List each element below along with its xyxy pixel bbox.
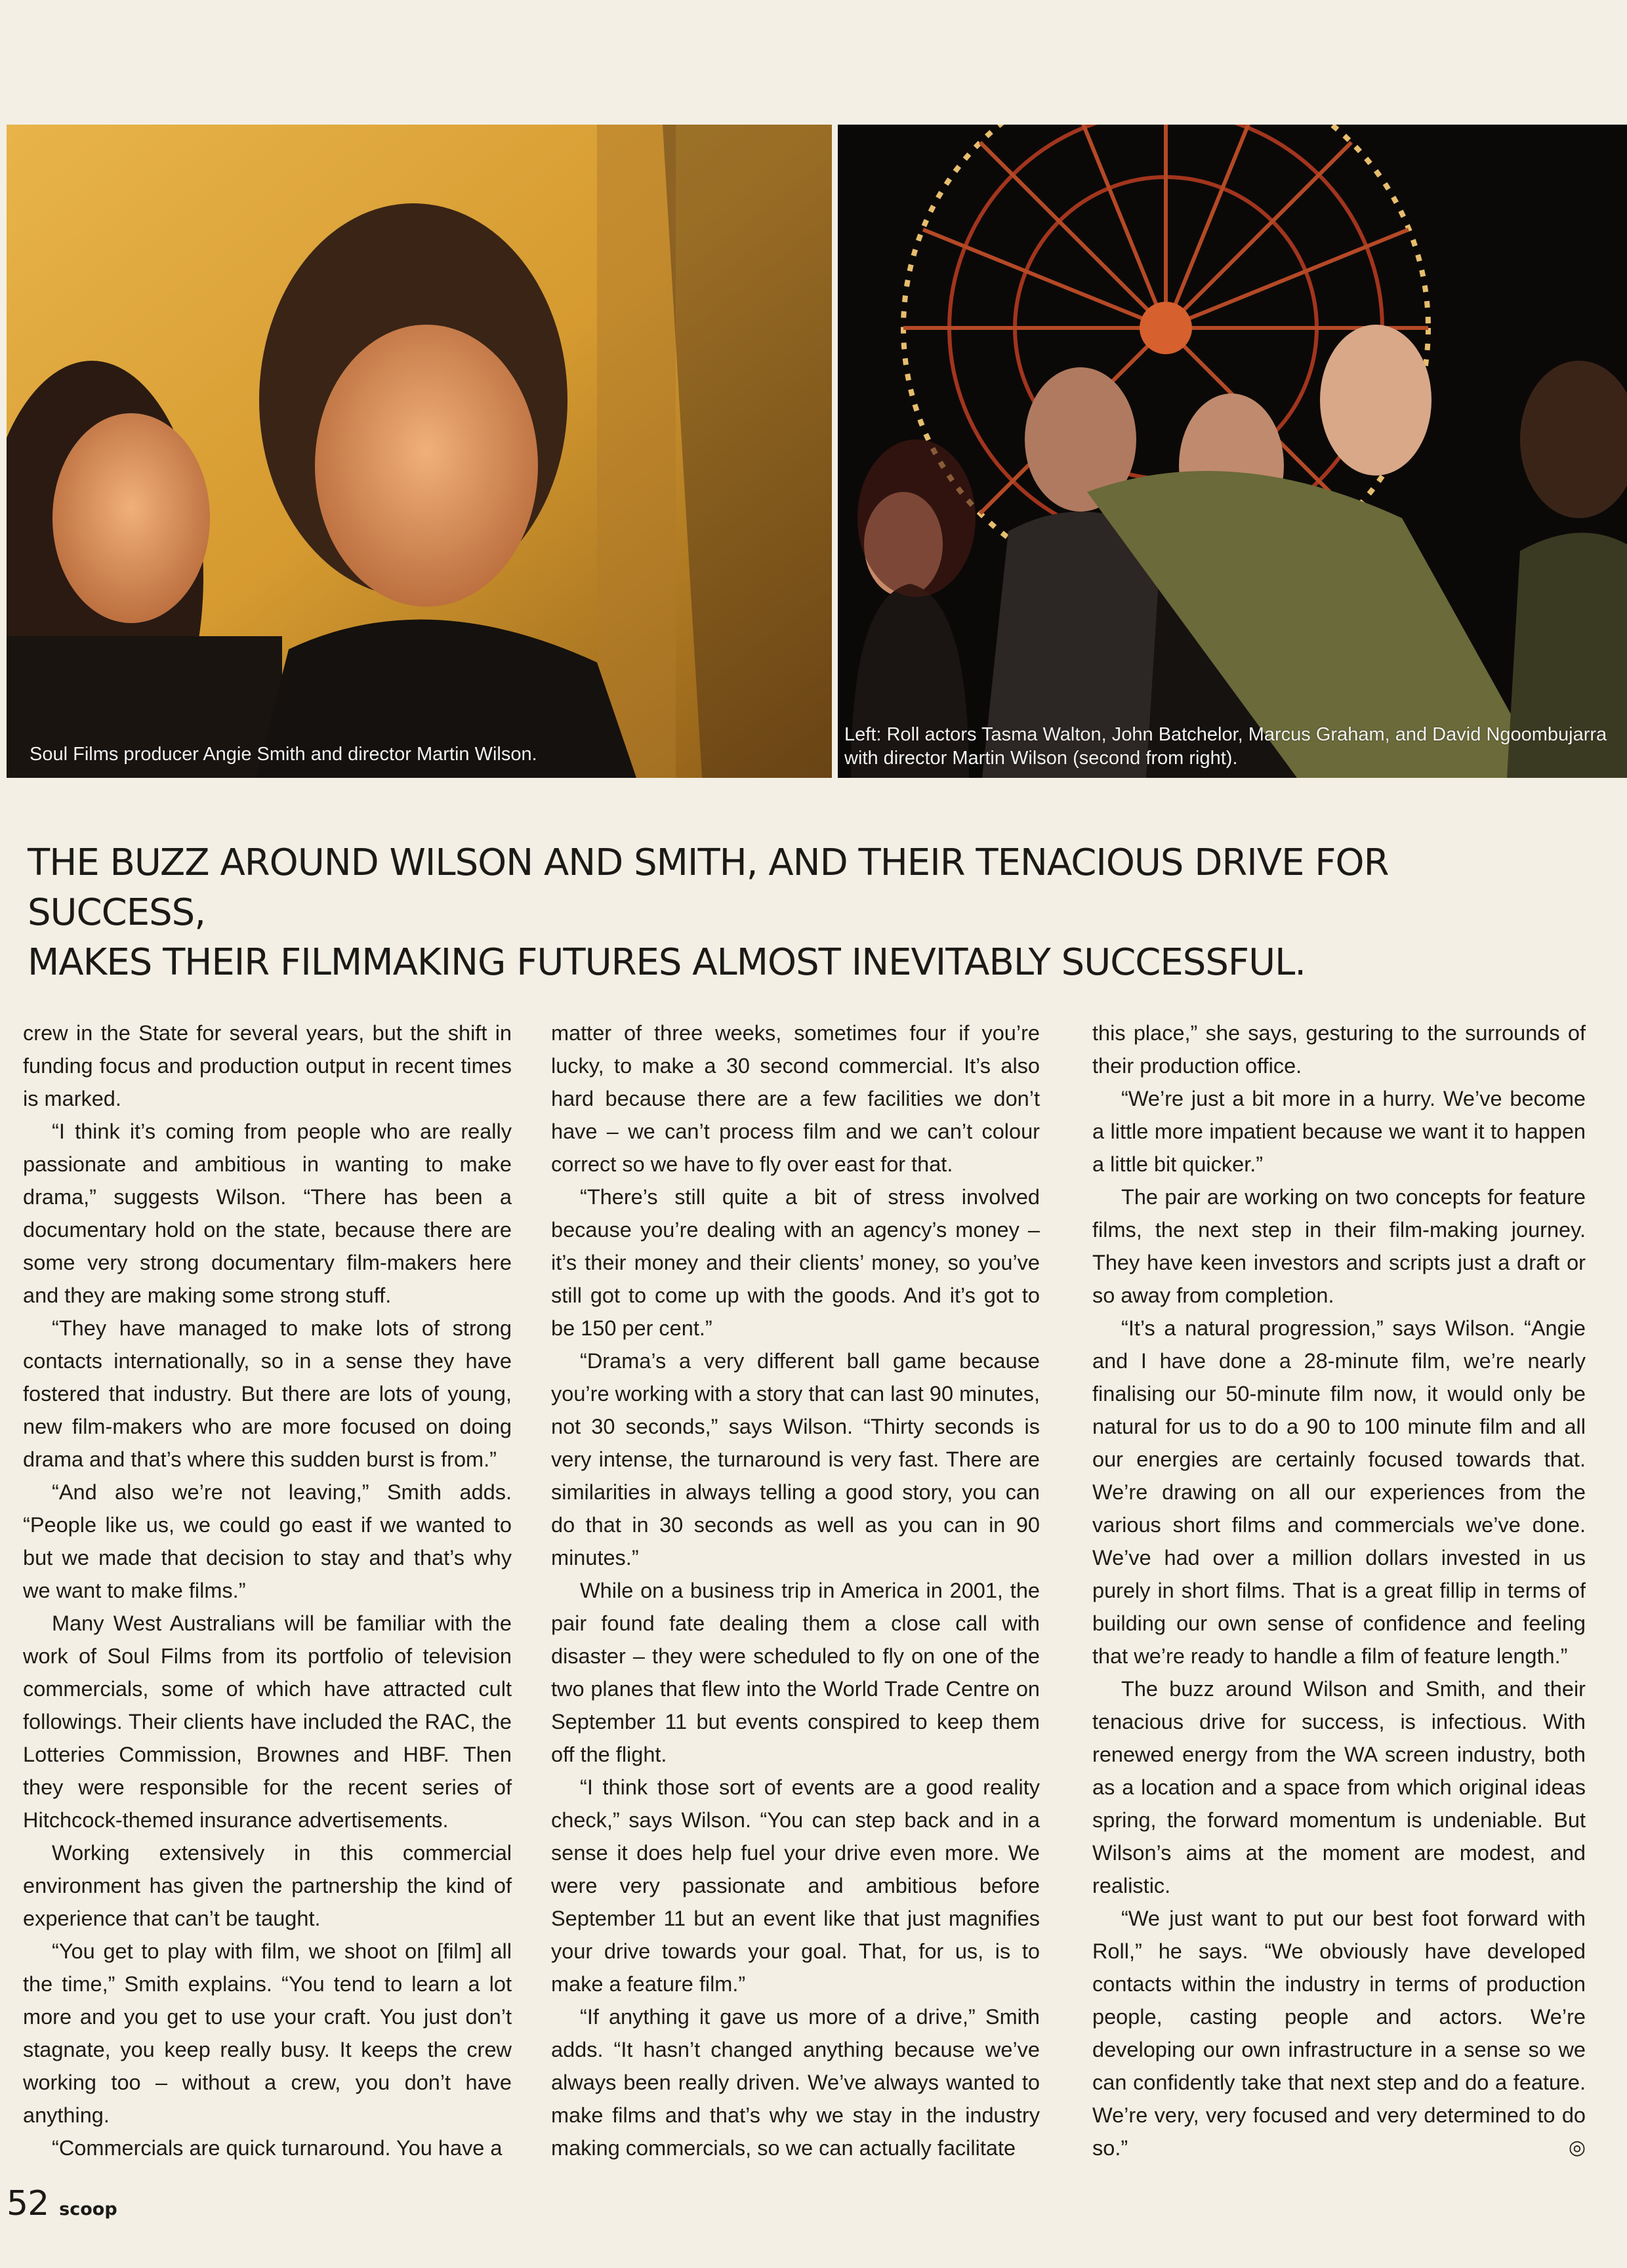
photo-smith-wilson <box>7 125 832 778</box>
paragraph: “If anything it gave us more of a drive,” Smith adds. “It hasn’t changed anything because we’ve always been really driven. We’ve always wanted to make films and that’s why we stay in the industry making commercials, so we can actually facilitate <box>551 2005 1040 2160</box>
paragraph: crew in the State for several years, but the shift in funding focus and production output in recent times is marked. <box>23 1021 512 1110</box>
paragraph: The pair are working on two concepts for feature films, the next step in their film-making journey. They have keen investors and scripts just a draft or so away from completion. <box>1092 1185 1586 1307</box>
photo-divider <box>832 125 838 778</box>
pull-quote-headline <box>28 838 1576 988</box>
pull-quote-line-2: MAKES THEIR FILMMAKING FUTURES ALMOST INEVITABLY SUCCESSFUL. <box>28 941 1306 984</box>
paragraph: “There’s still quite a bit of stress involved because you’re dealing with an agency’s money – it’s their money and their clients’ money, so you’ve still got to come up with the goods. And it’s got to be 150 per cent.” <box>551 1185 1040 1340</box>
paragraph: “You get to play with film, we shoot on [film] all the time,” Smith explains. “You tend to learn a lot more and you get to use your craft. You just don’t stagnate, you keep really busy. It keeps the crew working too – without a crew, you don’t have anything. <box>23 1939 512 2127</box>
photo-roll-cast <box>838 125 1627 778</box>
paragraph: “Drama’s a very different ball game because you’re working with a story that can last 90 minutes, not 30 seconds,” says Wilson. “Thirty seconds is very intense, the turnaround is very fast. There are similarities in always telling a good story, you can do that in 30 seconds as well as you can in 90 minutes.” <box>551 1349 1040 1569</box>
article-column-1 <box>23 1017 512 2164</box>
photo-roll-cast-image <box>838 125 1627 778</box>
paragraph: “I think it’s coming from people who are really passionate and ambitious in wanting to make drama,” suggests Wilson. “There has been a documentary hold on the state, because there are some very strong documentary film-makers here and they are making some strong stuff. <box>23 1120 512 1307</box>
page-folio <box>7 2184 117 2223</box>
paragraph: “It’s a natural progression,” says Wilson. “Angie and I have done a 28-minute film, we’re nearly finalising our 50-minute film now, it would only be natural for us to do a 90 to 100 minute film and all our energies are certainly focused towards that. We’re drawing on all our experiences from the various short films and commercials we’ve done. We’ve had over a million dollars invested in us purely in short films. That is a great fillip in terms of building our own sense of confidence and feeling that we’re ready to handle a film of feature length.” <box>1092 1316 1586 1668</box>
page-number: 52 <box>7 2184 49 2223</box>
article-column-3 <box>1092 1017 1586 2164</box>
paragraph <box>1092 1902 1586 2164</box>
paragraph: “Commercials are quick turnaround. You have a <box>52 2136 503 2160</box>
paragraph: this place,” she says, gesturing to the surrounds of their production office. <box>1092 1021 1586 1078</box>
paragraph: “I think those sort of events are a good reality check,” says Wilson. “You can step back and in a sense it does help fuel your drive even more. We were very passionate and ambitious before September 11 but an event like that just magnifies your drive towards your goal. That, for us, is to make a feature film.” <box>551 1775 1040 1996</box>
paragraph: Working extensively in this commercial environment has given the partnership the kind of experience that can’t be taught. <box>23 1841 512 1930</box>
paragraph: “And also we’re not leaving,” Smith adds. “People like us, we could go east if we wanted to but we made that decision to stay and that’s why we want to make films.” <box>23 1480 512 1602</box>
article-column-2 <box>551 1017 1040 2164</box>
paragraph: While on a business trip in America in 2001, the pair found fate dealing them a close call with disaster – they were scheduled to fly on one of the two planes that flew into the World Trade Centre on September 11 but events conspired to keep them off the flight. <box>551 1579 1040 1766</box>
paragraph: “They have managed to make lots of strong contacts internationally, so in a sense they have fostered that industry. But there are lots of young, new film-makers who are more focused on doing drama and that’s where this sudden burst is from.” <box>23 1316 512 1471</box>
end-of-article-icon: ◎ <box>1568 2137 1586 2158</box>
paragraph: The buzz around Wilson and Smith, and their tenacious drive for success, is infectious. With renewed energy from the WA screen industry, both as a location and a space from which original ideas spring, the forward momentum is undeniable. But Wilson’s aims at the moment are modest, and realistic. <box>1092 1677 1586 1897</box>
magazine-name: scoop <box>59 2199 117 2219</box>
paragraph-text: “We just want to put our best foot forward with Roll,” he says. “We obviously have developed contacts within the industry in terms of production people, casting people and actors. We’re developing our own infrastructure in a sense so we can confidently take that next step and do a feature. We’re very, very focused and very determined to do so.” <box>1092 1907 1586 2160</box>
paragraph: matter of three weeks, sometimes four if you’re lucky, to make a 30 second commercial. It’s also hard because there are a few facilities we don’t have – we can’t process film and we can’t colour correct so we have to fly over east for that. <box>551 1021 1040 1176</box>
paragraph: Many West Australians will be familiar with the work of Soul Films from its portfolio of television commercials, some of which have attracted cult followings. Their clients have included the RAC, the Lotteries Commission, Brownes and HBF. Then they were responsible for the recent series of Hitchcock-themed insurance advertisements. <box>23 1611 512 1832</box>
photo-caption-right: Left: Roll actors Tasma Walton, John Batchelor, Marcus Graham, and David Ngoombujarra with director Martin Wilson (second from right). <box>844 724 1607 769</box>
pull-quote-line-1: THE BUZZ AROUND WILSON AND SMITH, AND THEIR TENACIOUS DRIVE FOR SUCCESS, <box>28 841 1389 934</box>
photo-smith-wilson-image <box>7 125 832 778</box>
paragraph: “We’re just a bit more in a hurry. We’ve become a little more impatient because we want it to happen a little bit quicker.” <box>1092 1087 1586 1176</box>
photo-caption-left: Soul Films producer Angie Smith and director Martin Wilson. <box>30 744 537 765</box>
